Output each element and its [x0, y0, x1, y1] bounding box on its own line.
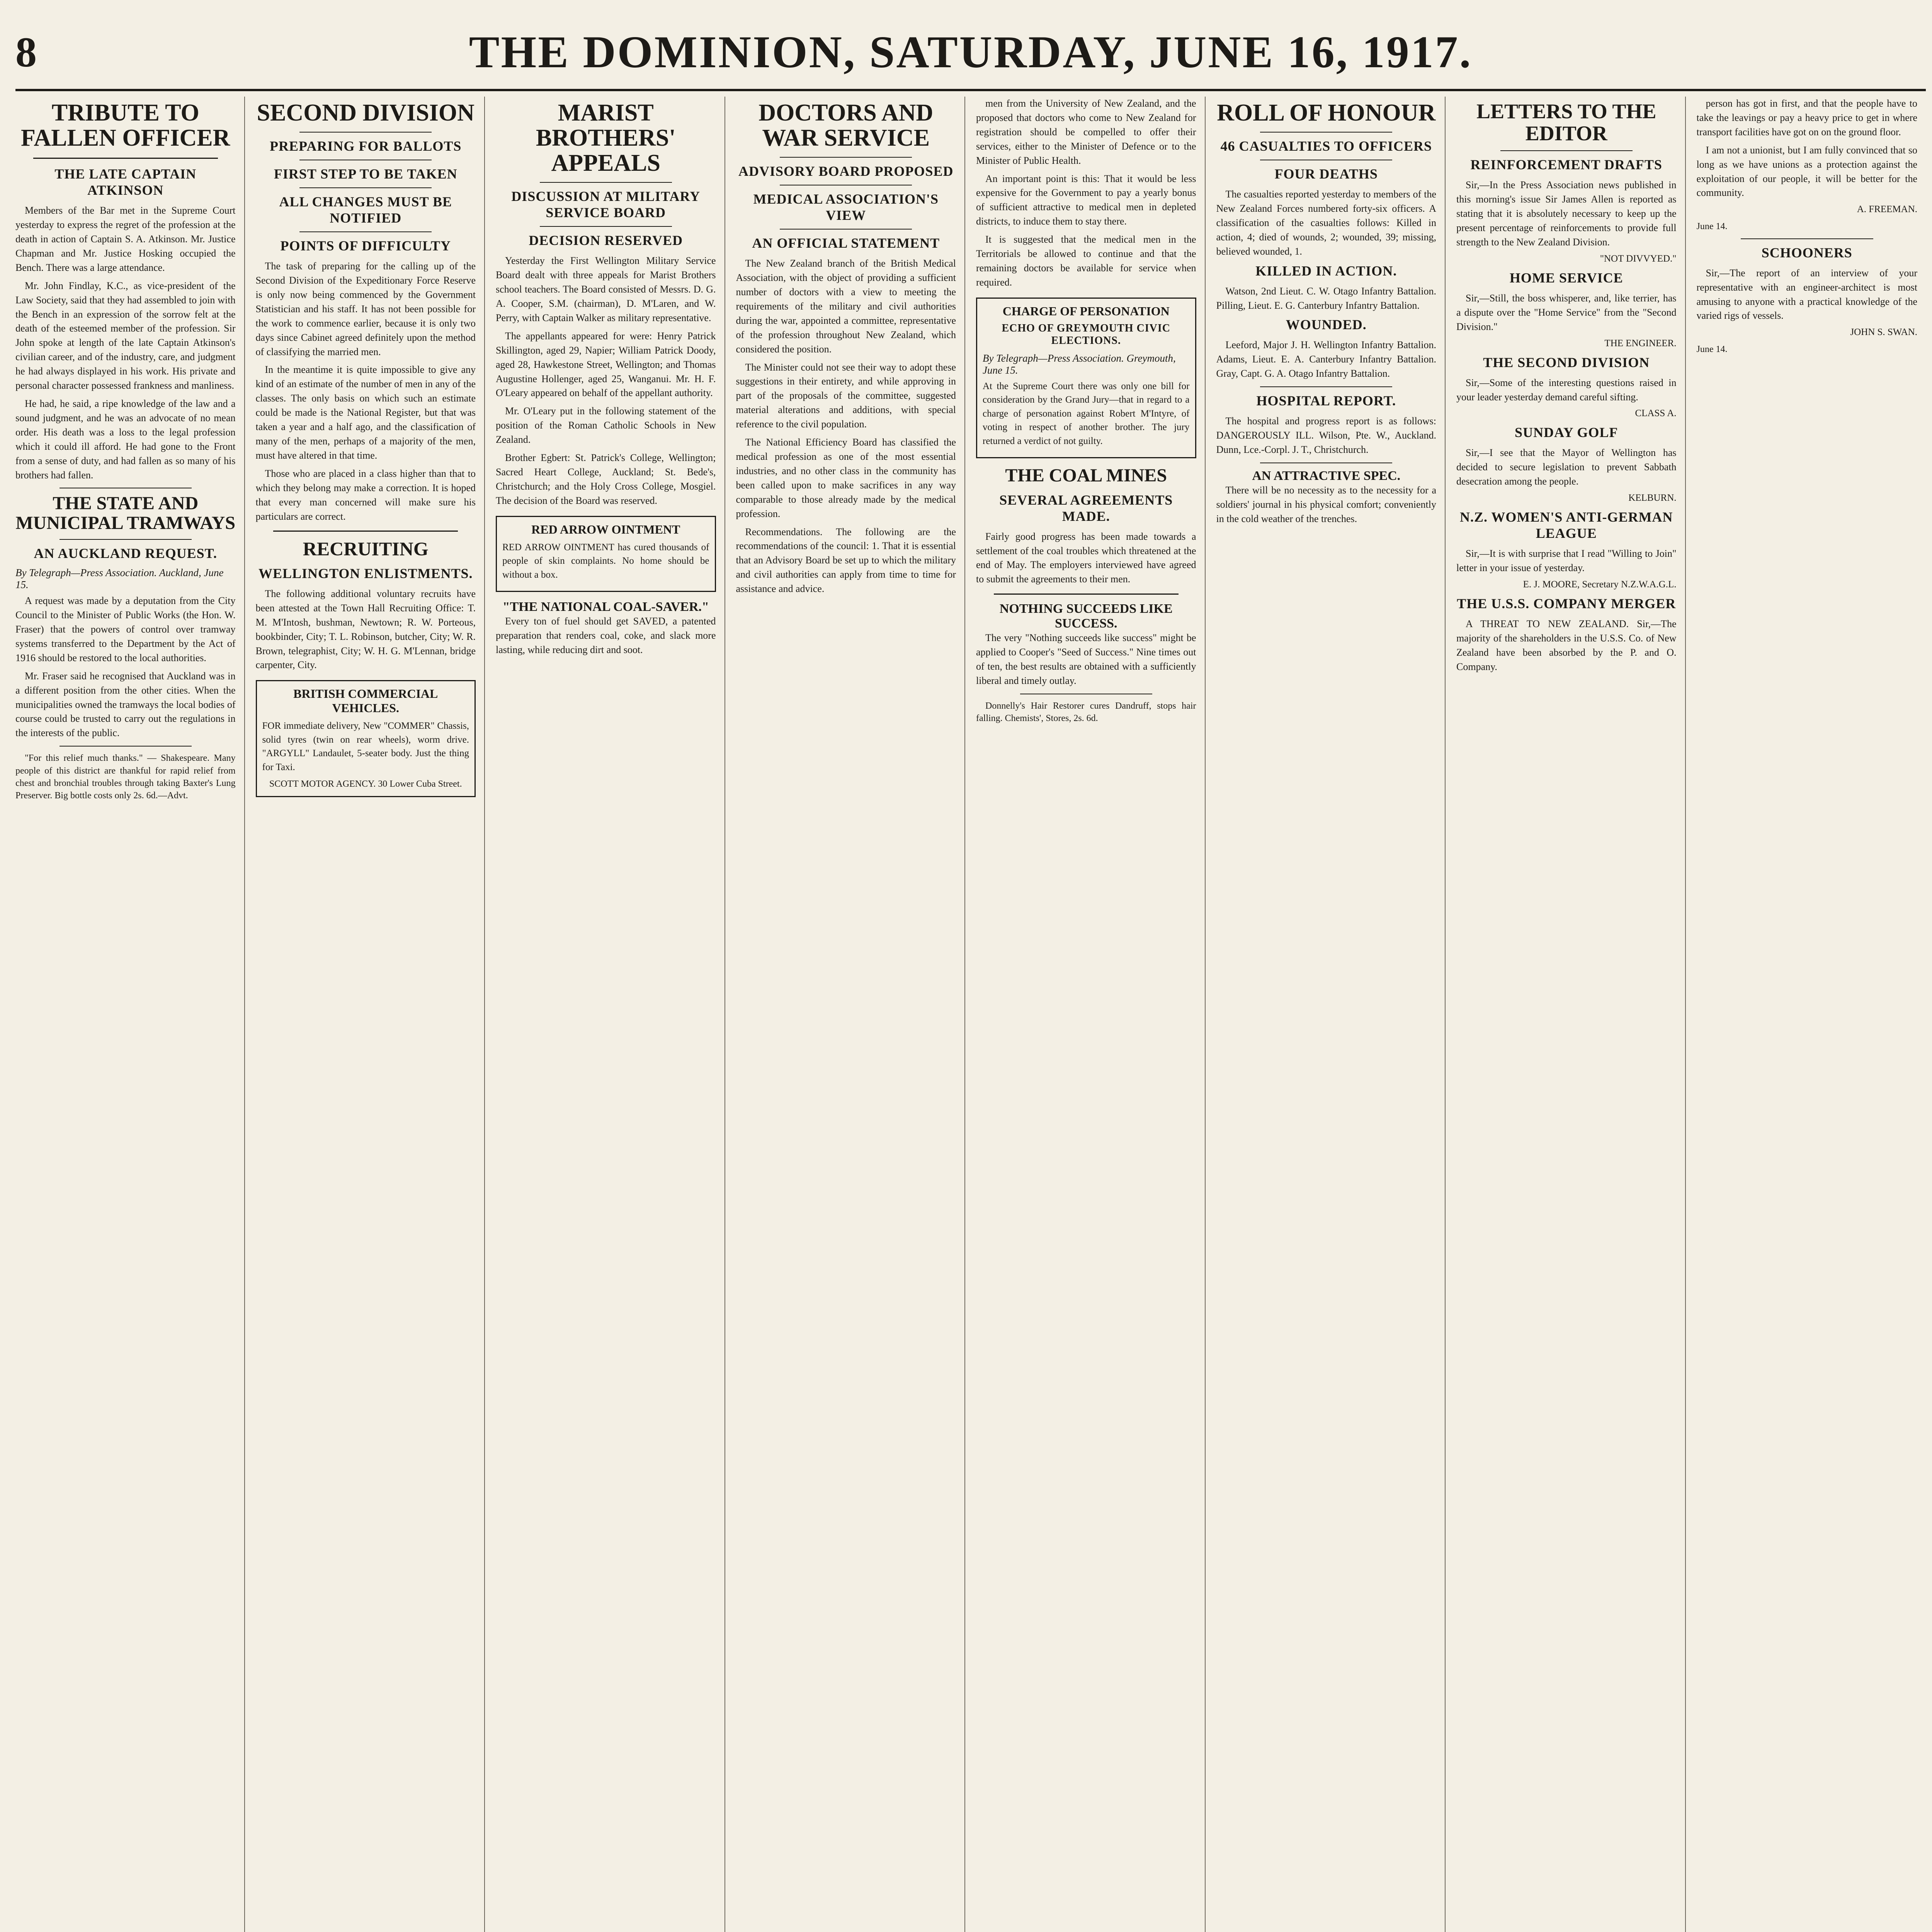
headline-roll-of-honour: ROLL OF HONOUR	[1217, 100, 1436, 126]
advertisement-title: BRITISH COMMERCIAL VEHICLES.	[293, 687, 438, 715]
subhead-discussion: DISCUSSION AT MILITARY SERVICE BOARD	[511, 189, 701, 221]
article-paragraph: Mr. O'Leary put in the following statement of the position of the Roman Catholic Schools in New Zealand.	[496, 405, 716, 446]
advertisement-text: The very "Nothing succeeds like success" might be applied to Cooper's "Seed of Success." Nine times out of ten, the best results are obtained with a sufficiently liberal and timely outlay.	[976, 632, 1196, 687]
page-number: 8	[15, 28, 37, 76]
column-2	[256, 97, 485, 1932]
box-text: At the Supreme Court there was only one bill for consideration by the Grand Jury—that in regard to a charge of personation against Robert M'Intyre, of voting in respect of another brother. The jury returned a verdict of not guilty.	[983, 381, 1190, 446]
subhead-advisory: ADVISORY BOARD PROPOSED	[738, 163, 954, 179]
masthead	[15, 15, 1926, 91]
letter-text: Sir,—I see that the Mayor of Wellington has decided to secure legislation to prevent Sabbath desecration among the people.	[1456, 447, 1677, 487]
advertisement-text: FOR immediate delivery, New "COMMER" Chassis, solid tyres (twin on rear wheels), worm drive. "ARGYLL" Landaulet, 5-seater body. Just the thing for Taxi.	[262, 721, 469, 772]
article-paragraph: The Minister could not see their way to adopt these suggestions in their entirety, and while approving in part of the proposals of the committee, suggested material alterations and additions, with special reference to the civil population.	[736, 361, 956, 430]
letter-date: June 14.	[1696, 221, 1728, 232]
letter-date: June 14.	[1696, 344, 1728, 355]
subhead-second-division: THE SECOND DIVISION	[1483, 354, 1650, 370]
subhead-agreements: SEVERAL AGREEMENTS MADE.	[999, 492, 1173, 524]
divider	[540, 182, 672, 183]
article-paragraph: The casualties reported yesterday to members of the New Zealand Forces numbered forty-six officers. A classification of the casualties follows: Killed in action, 4; died of wounds, 2; wounded, 39; missing, believed wounded, 1.	[1216, 189, 1436, 257]
letter-signature: E. J. MOORE, Secretary N.Z.W.A.G.L.	[1523, 579, 1677, 590]
headline-tribute: TRIBUTE TO FALLEN OFFICER	[21, 100, 230, 151]
column-7	[1456, 97, 1686, 1932]
divider	[1500, 150, 1633, 151]
column-1	[15, 97, 245, 1932]
article-paragraph: Fairly good progress has been made towards a settlement of the coal troubles which threatened at the end of May. The employers interviewed have agreed to submit the agreements to their men.	[976, 531, 1196, 585]
subhead-medical: MEDICAL ASSOCIATION'S VIEW	[753, 191, 939, 223]
dateline: By Telegraph—Press Association. Greymouth, June 15.	[983, 352, 1176, 376]
subhead-hospital: HOSPITAL REPORT.	[1256, 393, 1396, 409]
headline-coal-mines: THE COAL MINES	[1005, 465, 1167, 486]
advertisement-title: "THE NATIONAL COAL-SAVER."	[502, 600, 709, 614]
subhead-decision: DECISION RESERVED	[529, 233, 683, 248]
article-paragraph: The appellants appeared for were: Henry Patrick Skillington, aged 29, Napier; William Patrick Doody, aged 28, Hawkestone Street, Wellington; and Thomas Augustine Hollenger, aged 25, Wanganui. Mr. H. F. O'Leary appeared on behalf of the appellant authority.	[496, 330, 716, 399]
article-paragraph: Brother Egbert: St. Patrick's College, Wellington; Sacred Heart College, Auckland; St. Bede's, Christchurch; and the Holy Cross College, Mosgiel. The decision of the Board was reserved.	[496, 452, 716, 506]
letter-signature: CLASS A.	[1635, 408, 1677, 419]
article-paragraph: Those who are placed in a class higher than that to which they belong may make a correction. It is hoped that every man concerned will make sure his particulars are correct.	[255, 468, 476, 522]
headline-recruiting: RECRUITING	[303, 538, 429, 560]
headline-doctors: DOCTORS AND WAR SERVICE	[759, 100, 934, 151]
subhead-killed: KILLED IN ACTION.	[1255, 263, 1397, 279]
divider	[60, 746, 192, 747]
letter-text: A THREAT TO NEW ZEALAND. Sir,—The majority of the shareholders in the U.S.S. Co. of New Zealand have been absorbed by the P. and O. Company.	[1456, 618, 1677, 672]
column-3	[496, 97, 725, 1932]
advertisement-box	[256, 680, 476, 797]
headline-letters: LETTERS TO THE EDITOR	[1476, 100, 1656, 145]
column-6	[1216, 97, 1446, 1932]
subhead-atkinson: THE LATE CAPTAIN ATKINSON	[54, 166, 197, 198]
headline-tramways: THE STATE AND MUNICIPAL TRAMWAYS	[15, 493, 236, 533]
advertisement-title: AN ATTRACTIVE SPEC.	[1252, 468, 1401, 483]
letter-signature: JOHN S. SWAN.	[1850, 327, 1917, 338]
subhead-anti-german: N.Z. WOMEN'S ANTI-GERMAN LEAGUE	[1460, 509, 1673, 541]
subhead-schooners: SCHOONERS	[1761, 245, 1852, 260]
casualty-list: Leeford, Major J. H. Wellington Infantry Battalion. Adams, Lieut. E. A. Canterbury Infantry Battalion. Gray, Capt. G. A. Otago Infantry Battalion.	[1216, 339, 1436, 379]
column-5	[976, 97, 1206, 1932]
letter-text: I am not a unionist, but I am fully convinced that so long as we have unions as a protection against the exploitation of our people, it will be better for the community.	[1696, 144, 1917, 199]
article-paragraph: The task of preparing for the calling up of the Second Division of the Expeditionary Force Reserve is only now being commenced by the Government Statistician and his staff. It has not been possible for the work to commence earlier, because it is only two days since Cabinet agreed definitely upon the method of classifying the married men.	[255, 260, 476, 357]
divider	[33, 158, 218, 159]
letter-signature: A. FREEMAN.	[1857, 204, 1917, 215]
column-4	[736, 97, 966, 1932]
letter-text: person has got in first, and that the people have to take the leavings or pay a heavy price to get in where transport facilities have got on on the ground floor.	[1696, 98, 1917, 138]
article-paragraph: In the meantime it is quite impossible to give any kind of an estimate of the number of men in any of the classes. The only basis on which such an estimate could be made is the National Register, but that was taken a year and a half ago, and the classification of many of the men, perhaps of a majority of the men, must have altered in that time.	[255, 364, 476, 461]
divider	[540, 226, 672, 227]
advertisement-signature: SCOTT MOTOR AGENCY. 30 Lower Cuba Street.	[269, 779, 462, 789]
column-grid	[15, 97, 1926, 1932]
subhead-enlistments: WELLINGTON ENLISTMENTS.	[259, 565, 473, 581]
article-paragraph: Mr. John Findlay, K.C., as vice-president of the Law Society, said that they had assembled to join with the Bench in an expression of the sorrow felt at the death of the esteemed member of the profession. Sir John spoke at length of the late Captain Atkinson's civilian career, and of the industry, care, and judgment he had always displayed in his work. His private and personal character possessed frankness and manliness.	[15, 280, 236, 391]
article-paragraph: The following additional voluntary recruits have been attested at the Town Hall Recruiting Office: T. M. M'Intosh, bushman, Newtown; R. W. Porteous, bookbinder, City; T. L. Robinson, butcher, City; W. R. Brown, telegraphist, City; W. H. G. M'Lennan, bridge carpenter, City.	[255, 588, 476, 671]
subhead-uss-merger: THE U.S.S. COMPANY MERGER	[1457, 595, 1676, 611]
advertisement-box	[496, 516, 716, 592]
letter-text: Sir,—Some of the interesting questions raised in your leader yesterday demand careful sifting.	[1456, 377, 1677, 403]
subhead-casualties: 46 CASUALTIES TO OFFICERS	[1220, 138, 1432, 154]
letter-text: Sir,—Still, the boss whisperer, and, like terrier, has a dispute over the "Home Service" from the "Second Division."	[1456, 292, 1677, 332]
headline-marist: MARIST BROTHERS' APPEALS	[536, 100, 676, 177]
subhead-changes: ALL CHANGES MUST BE NOTIFIED	[279, 194, 452, 226]
divider	[1260, 132, 1392, 133]
divider	[1260, 386, 1392, 387]
article-paragraph: It is suggested that the medical men in the Territorials be allowed to continue and that the remaining doctors be available for service when required.	[976, 234, 1196, 288]
subhead-official: AN OFFICIAL STATEMENT	[752, 235, 940, 251]
letter-signature: KELBURN.	[1628, 493, 1677, 503]
headline-second-division: SECOND DIVISION	[257, 100, 474, 126]
letter-text: Sir,—The report of an interview of your representative with an engineer-architect is most amusing to anyone with a practical knowledge of the varied rigs of vessels.	[1696, 267, 1917, 321]
letter-text: Sir,—In the Press Association news published in this morning's issue Sir James Allen is reported as stating that it is absolutely necessary to keep up the present percentage of reinforcements to provide full strength to the New Zealand Division.	[1456, 179, 1677, 248]
box-subtitle: ECHO OF GREYMOUTH CIVIC ELECTIONS.	[1002, 322, 1171, 347]
divider	[299, 231, 432, 232]
column-8	[1697, 97, 1926, 1932]
divider	[780, 157, 912, 158]
article-paragraph: The New Zealand branch of the British Medical Association, with the object of providing a sufficient number of doctors with a view to meeting the requirements of the military and civil authorities during the war, appointed a committee, representative of the profession throughout New Zealand, which considered the position.	[736, 258, 956, 355]
subhead-home-service: HOME SERVICE	[1509, 270, 1623, 286]
article-paragraph: Recommendations. The following are the recommendations of the council: 1. That it is essential that an Advisory Board be set up to which the military and civil authorities can apply from time to time for assistance and advice.	[736, 526, 956, 595]
subhead-reinforcement: REINFORCEMENT DRAFTS	[1470, 157, 1662, 173]
dateline: By Telegraph—Press Association. Auckland, June 15.	[15, 567, 224, 591]
divider	[299, 132, 432, 133]
article-paragraph: A request was made by a deputation from the City Council to the Minister of Public Works (the Hon. W. Fraser) that the powers of control over tramway systems transferred to the Department by the Act of 1916 should be restored to the local authorities.	[15, 595, 236, 663]
article-paragraph: He had, he said, a ripe knowledge of the law and a sound judgment, and he was an advocate of no mean order. His death was a loss to the legal profession which it could ill afford. He had gone to the Front from a sense of duty, and had fallen as so many of his brothers had fallen.	[15, 398, 236, 481]
divider	[299, 187, 432, 188]
subhead-wounded: WOUNDED.	[1286, 317, 1367, 333]
article-paragraph: men from the University of New Zealand, and the proposed that doctors who come to New Zealand for registration should be compelled to offer their services, either to the Minister of Defence or to the Minister of Public Health.	[976, 98, 1196, 166]
advertisement-title: NOTHING SUCCEEDS LIKE SUCCESS.	[999, 602, 1173, 631]
subhead-auckland-request: AN AUCKLAND REQUEST.	[34, 546, 217, 561]
subhead-sunday-golf: SUNDAY GOLF	[1515, 425, 1618, 440]
letter-signature: "NOT DIVVYED."	[1600, 253, 1677, 264]
news-box	[976, 298, 1196, 459]
article-paragraph: Mr. Fraser said he recognised that Auckland was in a different position from the other cities. When the municipalities owned the tramways the local bodies of course could be trusted to carry out the regulations in the interests of the public.	[15, 670, 236, 739]
letter-text: Sir,—It is with surprise that I read "Willing to Join" letter in your issue of yesterday.	[1456, 548, 1677, 574]
divider	[60, 539, 192, 540]
subhead-deaths: FOUR DEATHS	[1274, 166, 1378, 182]
article-paragraph: An important point is this: That it would be less expensive for the Government to pay a yearly bonus of sufficient attractive to medical men in depleted districts, to induce them to stay there.	[976, 173, 1196, 227]
divider	[994, 594, 1179, 595]
advertisement-text: There will be no necessity as to the necessity for a soldiers' journal in his physical comfort; conveniently in the cold weather of the trenches.	[1216, 484, 1436, 524]
casualty-list: Watson, 2nd Lieut. C. W. Otago Infantry Battalion. Pilling, Lieut. E. G. Canterbury Infantry Battalion.	[1216, 285, 1436, 311]
divider	[780, 229, 912, 230]
divider	[1741, 238, 1873, 239]
article-paragraph: The National Efficiency Board has classified the medical profession as one of the most essential industries, and no other class in the community has been called upon to make sacrifices in any way comparable to those already made by the medical profession.	[736, 437, 956, 519]
article-paragraph: Members of the Bar met in the Supreme Court yesterday to express the regret of the profession at the death in action of Captain S. A. Atkinson. Mr. Justice Chapman and Mr. Justice Hosking occupied the Bench. There was a large attendance.	[15, 205, 236, 273]
letter-signature: THE ENGINEER.	[1604, 338, 1677, 349]
subhead-preparing: PREPARING FOR BALLOTS	[270, 138, 462, 154]
subhead-first-step: FIRST STEP TO BE TAKEN	[274, 166, 457, 182]
advertisement-title: RED ARROW OINTMENT	[531, 522, 680, 536]
article-paragraph: Yesterday the First Wellington Military Service Board dealt with three appeals for Marist Brothers school teachers. The Board consisted of Messrs. D. G. A. Cooper, S.M. (chairman), D. M'Laren, and W. Perry, with Captain Walker as military representative.	[496, 255, 716, 323]
advertisement-text: Every ton of fuel should get SAVED, a patented preparation that renders coal, coke, and slack more lasting, while reducing dirt and soot.	[496, 616, 716, 655]
divider	[273, 531, 458, 532]
newspaper-title: THE DOMINION, SATURDAY, JUNE 16, 1917.	[469, 27, 1473, 77]
box-title: CHARGE OF PERSONATION	[1002, 304, 1170, 318]
advertisement-text: Donnelly's Hair Restorer cures Dandruff, stops hair falling. Chemists', Stores, 2s. 6d.	[976, 701, 1196, 724]
subhead-difficulty: POINTS OF DIFFICULTY	[280, 238, 451, 254]
hospital-report: The hospital and progress report is as follows: DANGEROUSLY ILL. Wilson, Pte. W., Auckland. Dunn, Lce.-Corpl. J. T., Christchurch.	[1216, 415, 1436, 455]
advertisement-text: "For this relief much thanks." — Shakespeare. Many people of this district are thankful for rapid relief from chest and bronchial troubles through taking Baxter's Lung Preserver. Big bottle costs only 2s. 6d.—Advt.	[15, 753, 236, 801]
advertisement-text: RED ARROW OINTMENT has cured thousands of people of skin complaints. No home should be without a box.	[502, 542, 709, 580]
